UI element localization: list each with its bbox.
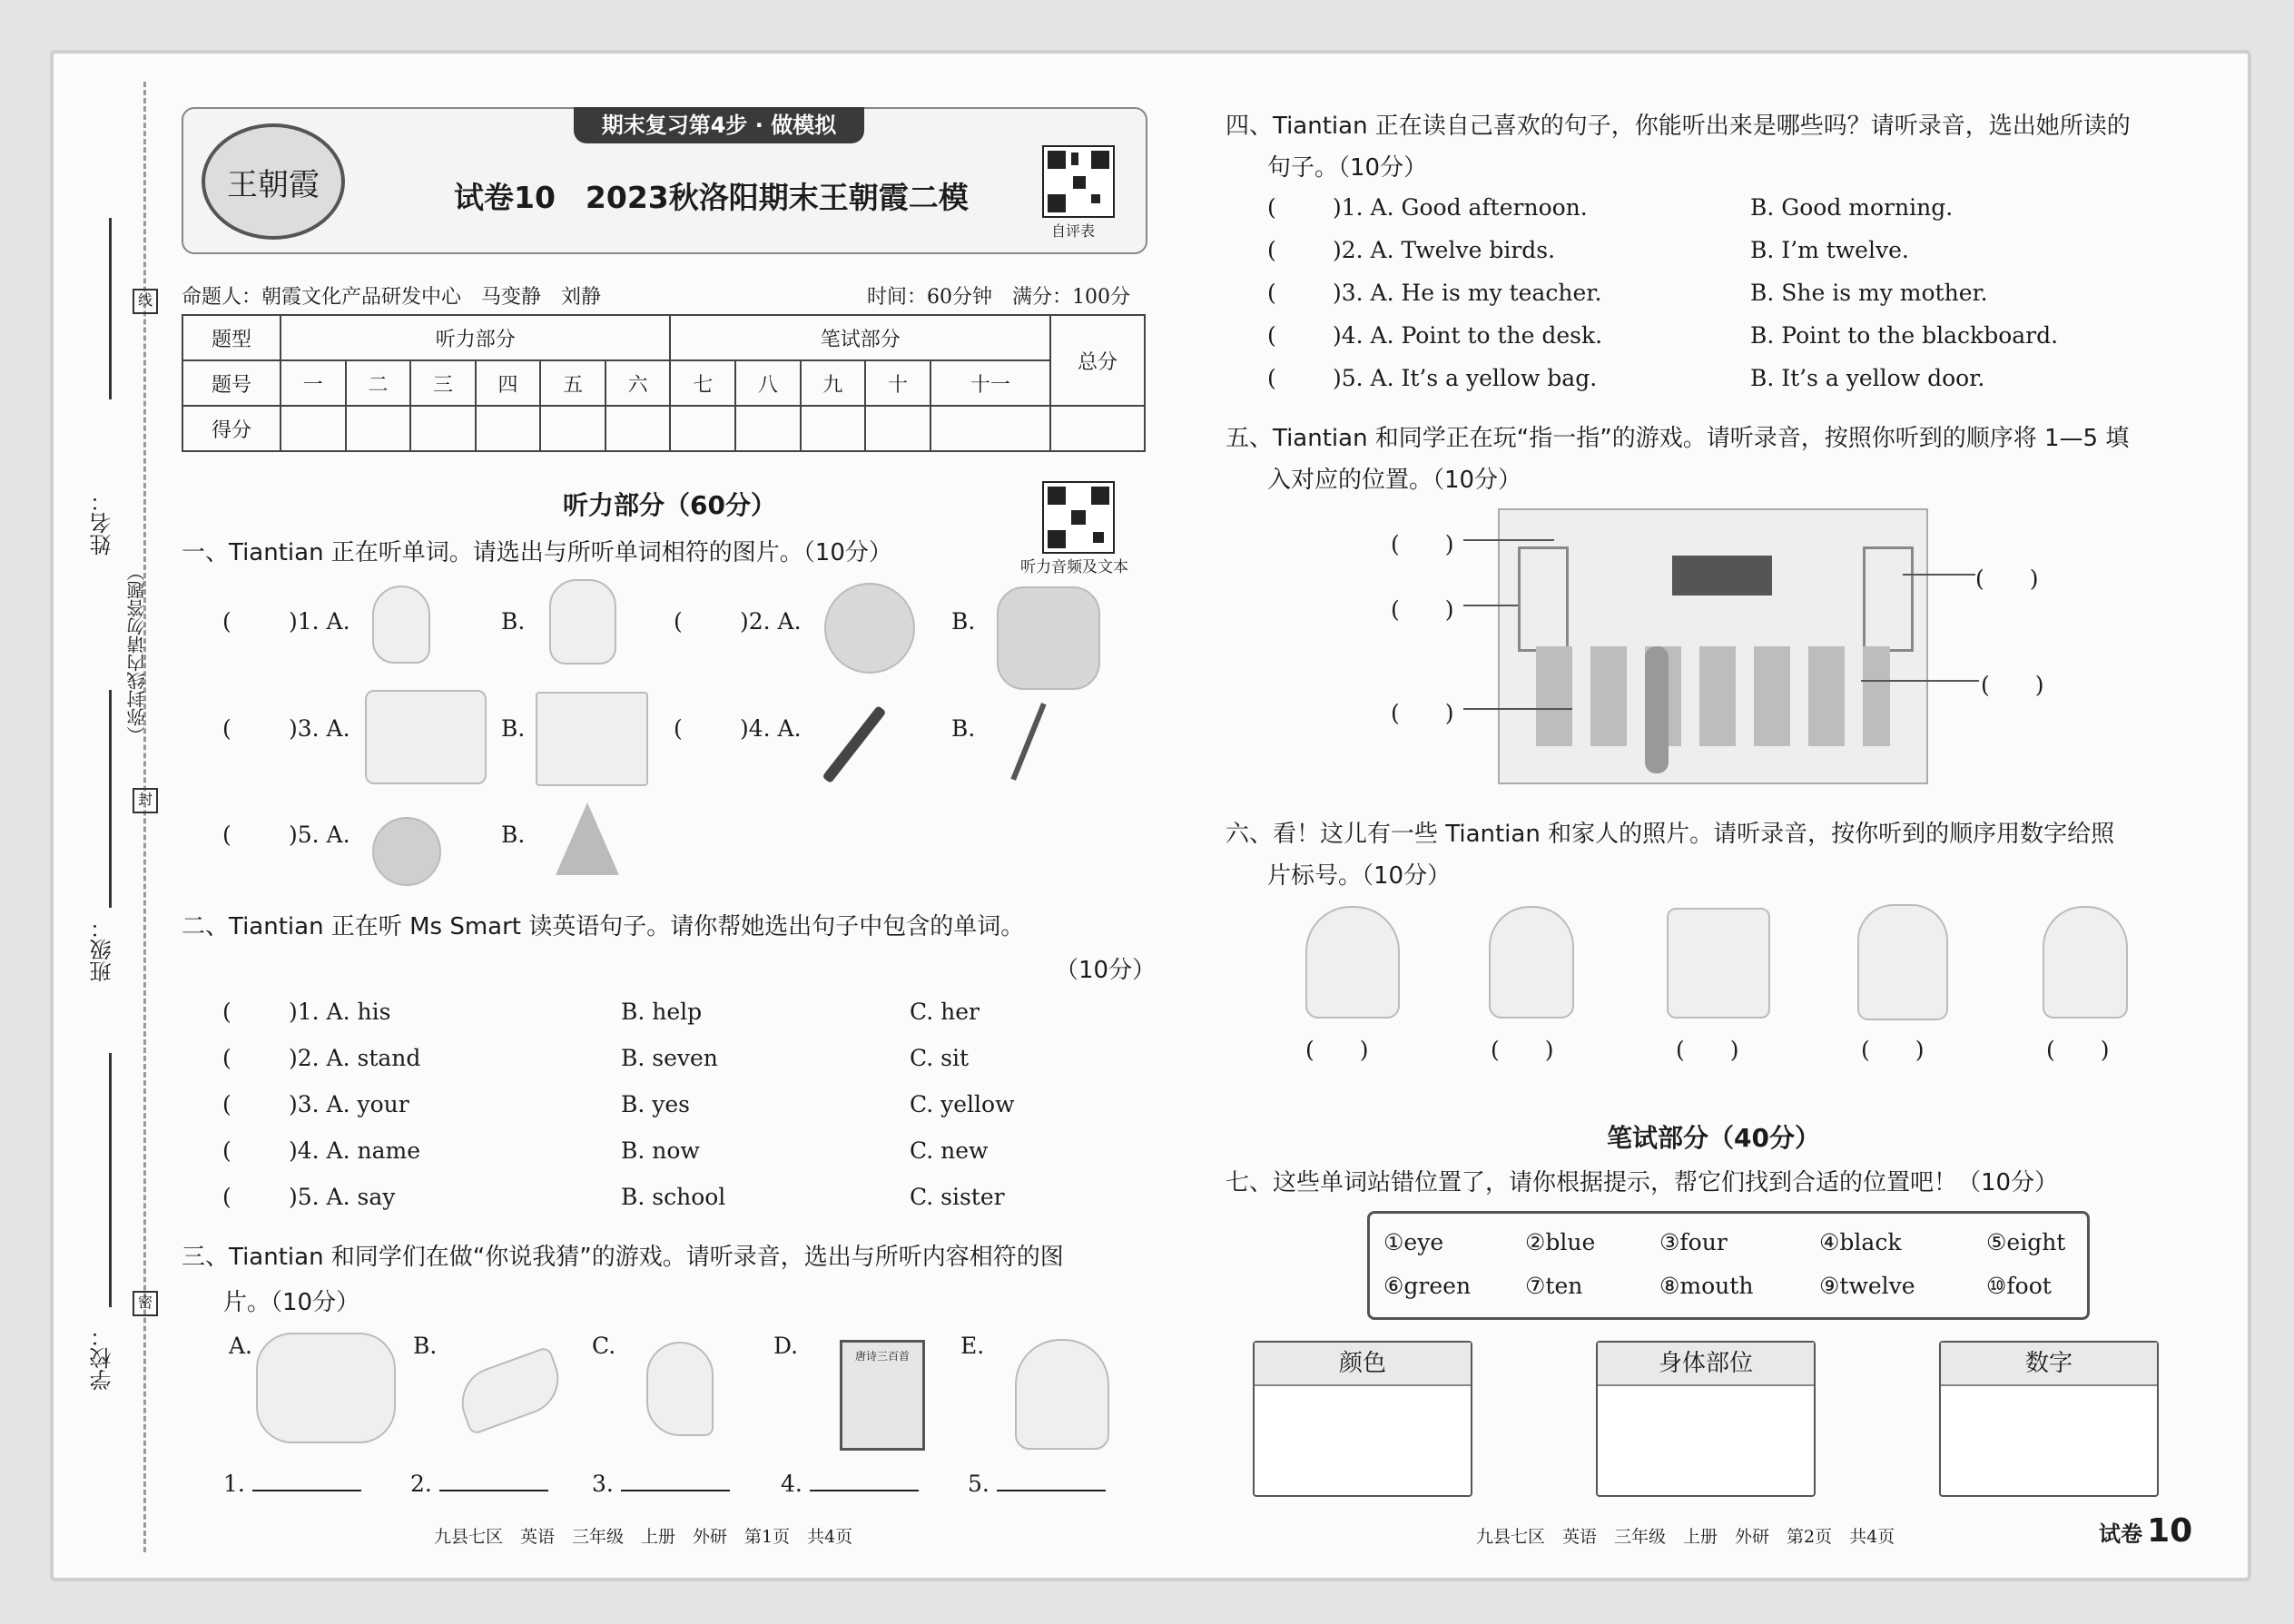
exam-badge-number: 10: [2147, 1512, 2193, 1550]
grandpa-picture: [1305, 906, 1400, 1019]
section3-title-line1: 三、Tiantian 和同学们在做“你说我猜”的游戏。请听录音，选出与所听内容相符的图: [182, 1244, 1064, 1271]
name-label: 姓名：: [90, 490, 115, 556]
s1-item4-label: )4. A.: [740, 715, 802, 742]
number-cell: 九: [801, 360, 866, 406]
answer-bracket[interactable]: (: [1267, 194, 1276, 221]
answer-bracket[interactable]: (: [222, 1184, 231, 1210]
classroom-bracket[interactable]: ( ): [1391, 531, 1454, 557]
s1-item2-label: )2. A.: [740, 608, 802, 635]
number-cell: 八: [735, 360, 801, 406]
doctor-picture: [2043, 906, 2128, 1019]
section6-title-line1: 六、看！这儿有一些 Tiantian 和家人的照片。请听录音，按你听到的顺序用数字给照: [1226, 821, 2115, 848]
category-label: 身体部位: [1598, 1343, 1814, 1386]
pointer-line: [1463, 539, 1554, 541]
word-item: ⑦ten: [1525, 1273, 1583, 1299]
footer-right: 九县七区 英语 三年级 上册 外研 第2页 共4页: [1476, 1527, 1895, 1547]
s3-letter-a: A.: [229, 1333, 253, 1359]
exam-badge-label: 试卷: [2099, 1521, 2142, 1547]
s3-blank-number: 3.: [592, 1471, 614, 1497]
kite-picture: [556, 802, 619, 875]
word-item: ⑨twelve: [1819, 1273, 1915, 1299]
seal-mark-seal: 封: [133, 788, 158, 813]
audio-qr-caption: 听力音频及文本: [1020, 558, 1128, 576]
answer-bracket[interactable]: (: [222, 1137, 231, 1164]
photo-bracket[interactable]: ( ): [1861, 1037, 1925, 1063]
s1-item2-b: B.: [951, 608, 976, 635]
s2-item3-a: )3. A. your: [289, 1091, 409, 1117]
self-eval-caption: 自评表: [1051, 222, 1096, 240]
word-item: ⑩foot: [1986, 1273, 2052, 1299]
answer-bracket[interactable]: (: [222, 715, 231, 742]
type-label: 题型: [182, 315, 281, 360]
window-right: [1863, 546, 1914, 652]
section5-title-line1: 五、Tiantian 和同学正在玩“指一指”的游戏。请听录音，按照你听到的顺序将 1—5 填: [1226, 425, 2130, 452]
number-cell: 七: [670, 360, 735, 406]
score-cell[interactable]: [281, 406, 346, 451]
dog-picture: [997, 586, 1100, 690]
s3-letter-c: C.: [592, 1333, 616, 1359]
boy-picture: [1015, 1339, 1109, 1450]
s1-item5-b: B.: [501, 822, 526, 848]
number-cell: 四: [476, 360, 541, 406]
school-label: 学校：: [90, 1325, 115, 1391]
number-cell: 一: [281, 360, 346, 406]
answer-bracket[interactable]: (: [1267, 280, 1276, 306]
answer-bracket[interactable]: (: [222, 608, 231, 635]
score-cell[interactable]: [735, 406, 801, 451]
s4-item4-b: B. Point to the blackboard.: [1750, 322, 2059, 349]
family-dinner-picture: [256, 1333, 396, 1443]
self-eval-qr-code: [1042, 145, 1115, 218]
s4-item2-a: )2. A. Twelve birds.: [1333, 237, 1556, 263]
hand-picture: [549, 579, 616, 664]
s2-item5-a: )5. A. say: [289, 1184, 396, 1210]
s2-item4-a: )4. A. name: [289, 1137, 421, 1164]
class-line: [109, 690, 112, 908]
s3-answer-4: [781, 1471, 919, 1497]
policeman-picture: [1857, 904, 1948, 1020]
s2-item5-b: B. school: [621, 1184, 726, 1210]
pointer-line: [1463, 708, 1572, 710]
classroom-bracket[interactable]: ( ): [1981, 672, 2044, 698]
bird-picture: [646, 1342, 714, 1436]
category-label: 颜色: [1255, 1343, 1471, 1386]
word-item: ②blue: [1525, 1229, 1596, 1255]
step-tab: 期末复习第4步 · 做模拟: [574, 107, 864, 143]
score-cell[interactable]: [670, 406, 735, 451]
word-bank-box: [1367, 1211, 2090, 1320]
s3-blank-number: 1.: [223, 1471, 245, 1497]
section3-title-line2: 片。（10分）: [223, 1289, 360, 1316]
s1-item3-b: B.: [501, 715, 526, 742]
category-box-numbers[interactable]: [1939, 1341, 2159, 1497]
writing-header: 笔试部分: [670, 315, 1050, 360]
number-cell: 五: [540, 360, 605, 406]
s3-letter-d: D.: [773, 1333, 799, 1359]
category-box-color[interactable]: [1253, 1341, 1472, 1497]
ball-picture: [372, 817, 441, 886]
answer-blank[interactable]: [252, 1486, 361, 1491]
s4-item3-b: B. She is my mother.: [1750, 280, 1988, 306]
number-cell: 十一: [930, 360, 1050, 406]
answer-bracket[interactable]: (: [222, 999, 231, 1025]
s4-item1-b: B. Good morning.: [1750, 194, 1954, 221]
answer-blank[interactable]: [810, 1486, 919, 1491]
class-label: 班级：: [90, 917, 115, 982]
brand-logo-text: 王朝霞: [227, 167, 320, 203]
name-line: [109, 218, 112, 399]
s3-answer-1: [223, 1471, 361, 1497]
s2-item3-c: C. yellow: [910, 1091, 1015, 1117]
s4-item2-b: B. I’m twelve.: [1750, 237, 1909, 263]
authors-text: 命题人：朝霞文化产品研发中心 马变静 刘静: [182, 286, 602, 309]
word-item: ⑤eight: [1986, 1229, 2066, 1255]
photo-bracket[interactable]: ( ): [1305, 1037, 1369, 1063]
section4-title-line2: 句子。（10分）: [1267, 154, 1428, 182]
score-cell[interactable]: [865, 406, 930, 451]
s3-blank-number: 4.: [781, 1471, 802, 1497]
score-label: 得分: [182, 406, 281, 451]
score-cell[interactable]: [346, 406, 411, 451]
s2-item5-c: C. sister: [910, 1184, 1005, 1210]
word-item: ⑧mouth: [1659, 1273, 1754, 1299]
section7-title: 七、这些单词站错位置了，请你根据提示，帮它们找到合适的位置吧！（10分）: [1226, 1169, 2059, 1196]
panda-picture: [824, 583, 915, 674]
number-cell: 二: [346, 360, 411, 406]
girl-figure: [1645, 646, 1669, 773]
word-item: ④black: [1819, 1229, 1902, 1255]
score-cell[interactable]: [605, 406, 671, 451]
s3-answer-3: [592, 1471, 730, 1497]
total-header: 总分: [1050, 315, 1145, 406]
section2-points: （10分）: [1055, 957, 1157, 984]
seal-mark-secret: 密: [133, 1291, 158, 1316]
poetry-book-picture: [840, 1340, 925, 1451]
answer-bracket[interactable]: (: [674, 715, 683, 742]
school-picture: [536, 692, 648, 786]
s1-item5-label: )5. A.: [289, 822, 350, 848]
section1-title: 一、Tiantian 正在听单词。请选出与所听单词相符的图片。（10分）: [182, 539, 892, 566]
section5-title-line2: 入对应的位置。（10分）: [1267, 467, 1522, 494]
pointer-line: [1463, 605, 1518, 606]
s3-blank-number: 5.: [968, 1471, 989, 1497]
classroom-picture: [1498, 508, 1928, 784]
number-label: 题号: [182, 360, 281, 406]
s4-item5-a: )5. A. It’s a yellow bag.: [1333, 365, 1598, 391]
book-title: 唐诗三百首: [854, 1350, 910, 1363]
section4-title-line1: 四、Tiantian 正在读自己喜欢的句子，你能听出来是哪些吗？请听录音，选出她所读的: [1226, 113, 2131, 140]
answer-bracket[interactable]: (: [674, 608, 683, 635]
s2-item4-b: B. now: [621, 1137, 700, 1164]
s3-letter-b: B.: [413, 1333, 438, 1359]
answer-bracket[interactable]: (: [1267, 365, 1276, 391]
answer-bracket[interactable]: (: [1267, 237, 1276, 263]
number-cell: 六: [605, 360, 671, 406]
answer-bracket[interactable]: (: [1267, 322, 1276, 349]
pointer-line: [1861, 680, 1979, 682]
s1-item1-b: B.: [501, 608, 526, 635]
pointer-line: [1903, 574, 1975, 576]
s2-item2-a: )2. A. stand: [289, 1045, 421, 1071]
number-cell: 十: [865, 360, 930, 406]
s1-item4-b: B.: [951, 715, 976, 742]
ear-picture: [372, 586, 430, 664]
word-item: ①eye: [1383, 1229, 1444, 1255]
exam-title: 试卷10 2023秋洛阳期末王朝霞二模: [454, 180, 969, 215]
score-cell[interactable]: [801, 406, 866, 451]
audio-qr-code: [1042, 481, 1115, 554]
answer-bracket[interactable]: (: [222, 1045, 231, 1071]
score-cell[interactable]: [1050, 406, 1145, 451]
s1-item3-label: )3. A.: [289, 715, 350, 742]
photo-bracket[interactable]: ( ): [1676, 1037, 1739, 1063]
category-box-body-parts[interactable]: [1596, 1341, 1816, 1497]
classroom-bracket[interactable]: ( ): [1391, 700, 1454, 726]
s4-item1-a: )1. A. Good afternoon.: [1333, 194, 1588, 221]
s2-item1-b: B. help: [621, 999, 703, 1025]
s1-item1-label: )1. A.: [289, 608, 350, 635]
section2-title: 二、Tiantian 正在听 Ms Smart 读英语句子。请你帮她选出句子中包含的单词。: [182, 913, 1025, 940]
word-item: ③four: [1659, 1229, 1728, 1255]
word-item: ⑥green: [1383, 1273, 1472, 1299]
photo-bracket[interactable]: ( ): [1491, 1037, 1554, 1063]
desks: [1536, 646, 1890, 746]
section6-title-line2: 片标号。（10分）: [1267, 862, 1452, 890]
window-left: [1518, 546, 1569, 652]
s4-item5-b: B. It’s a yellow door.: [1750, 365, 1985, 391]
blackboard: [1672, 556, 1772, 595]
answer-blank[interactable]: [439, 1486, 548, 1491]
s2-item2-b: B. seven: [621, 1045, 718, 1071]
answer-bracket[interactable]: (: [222, 1091, 231, 1117]
photo-bracket[interactable]: ( ): [2046, 1037, 2110, 1063]
exam-badge: [2099, 1512, 2192, 1550]
zoo-picture: [365, 690, 487, 784]
s2-item3-b: B. yes: [621, 1091, 691, 1117]
footer-left: 九县七区 英语 三年级 上册 外研 第1页 共4页: [434, 1527, 853, 1547]
classroom-bracket[interactable]: ( ): [1975, 566, 2039, 592]
school-line: [109, 1053, 112, 1307]
score-cell[interactable]: [476, 406, 541, 451]
number-cell: 三: [410, 360, 476, 406]
s3-letter-e: E.: [960, 1333, 985, 1359]
s2-item1-a: )1. A. his: [289, 999, 391, 1025]
s4-item3-a: )3. A. He is my teacher.: [1333, 280, 1602, 306]
score-table: [182, 314, 1146, 452]
s2-item1-c: C. her: [910, 999, 980, 1025]
score-cell[interactable]: [930, 406, 1050, 451]
girl-picture: [1489, 906, 1574, 1019]
mother-picture: [1667, 908, 1770, 1019]
listening-header: 听力部分: [281, 315, 670, 360]
score-cell[interactable]: [540, 406, 605, 451]
s3-answer-2: [410, 1471, 548, 1497]
answer-blank[interactable]: [621, 1486, 730, 1491]
listening-heading: 听力部分（60分）: [563, 490, 776, 520]
answer-bracket[interactable]: (: [222, 822, 231, 848]
seal-mark-line: 线: [133, 289, 158, 314]
writing-heading: 笔试部分（40分）: [1607, 1123, 1820, 1153]
s3-blank-number: 2.: [410, 1471, 432, 1497]
s4-item4-a: )4. A. Point to the desk.: [1333, 322, 1603, 349]
category-label: 数字: [1941, 1343, 2157, 1386]
brand-logo: [202, 123, 345, 240]
answer-blank[interactable]: [997, 1486, 1106, 1491]
score-cell[interactable]: [410, 406, 476, 451]
seal-notice: （弥封线内请勿答题）: [126, 563, 148, 744]
s2-item2-c: C. sit: [910, 1045, 970, 1071]
s2-item4-c: C. new: [910, 1137, 989, 1164]
classroom-bracket[interactable]: ( ): [1391, 596, 1454, 623]
s3-answer-5: [968, 1471, 1106, 1497]
time-score-text: 时间：60分钟 满分：100分: [867, 286, 1130, 309]
